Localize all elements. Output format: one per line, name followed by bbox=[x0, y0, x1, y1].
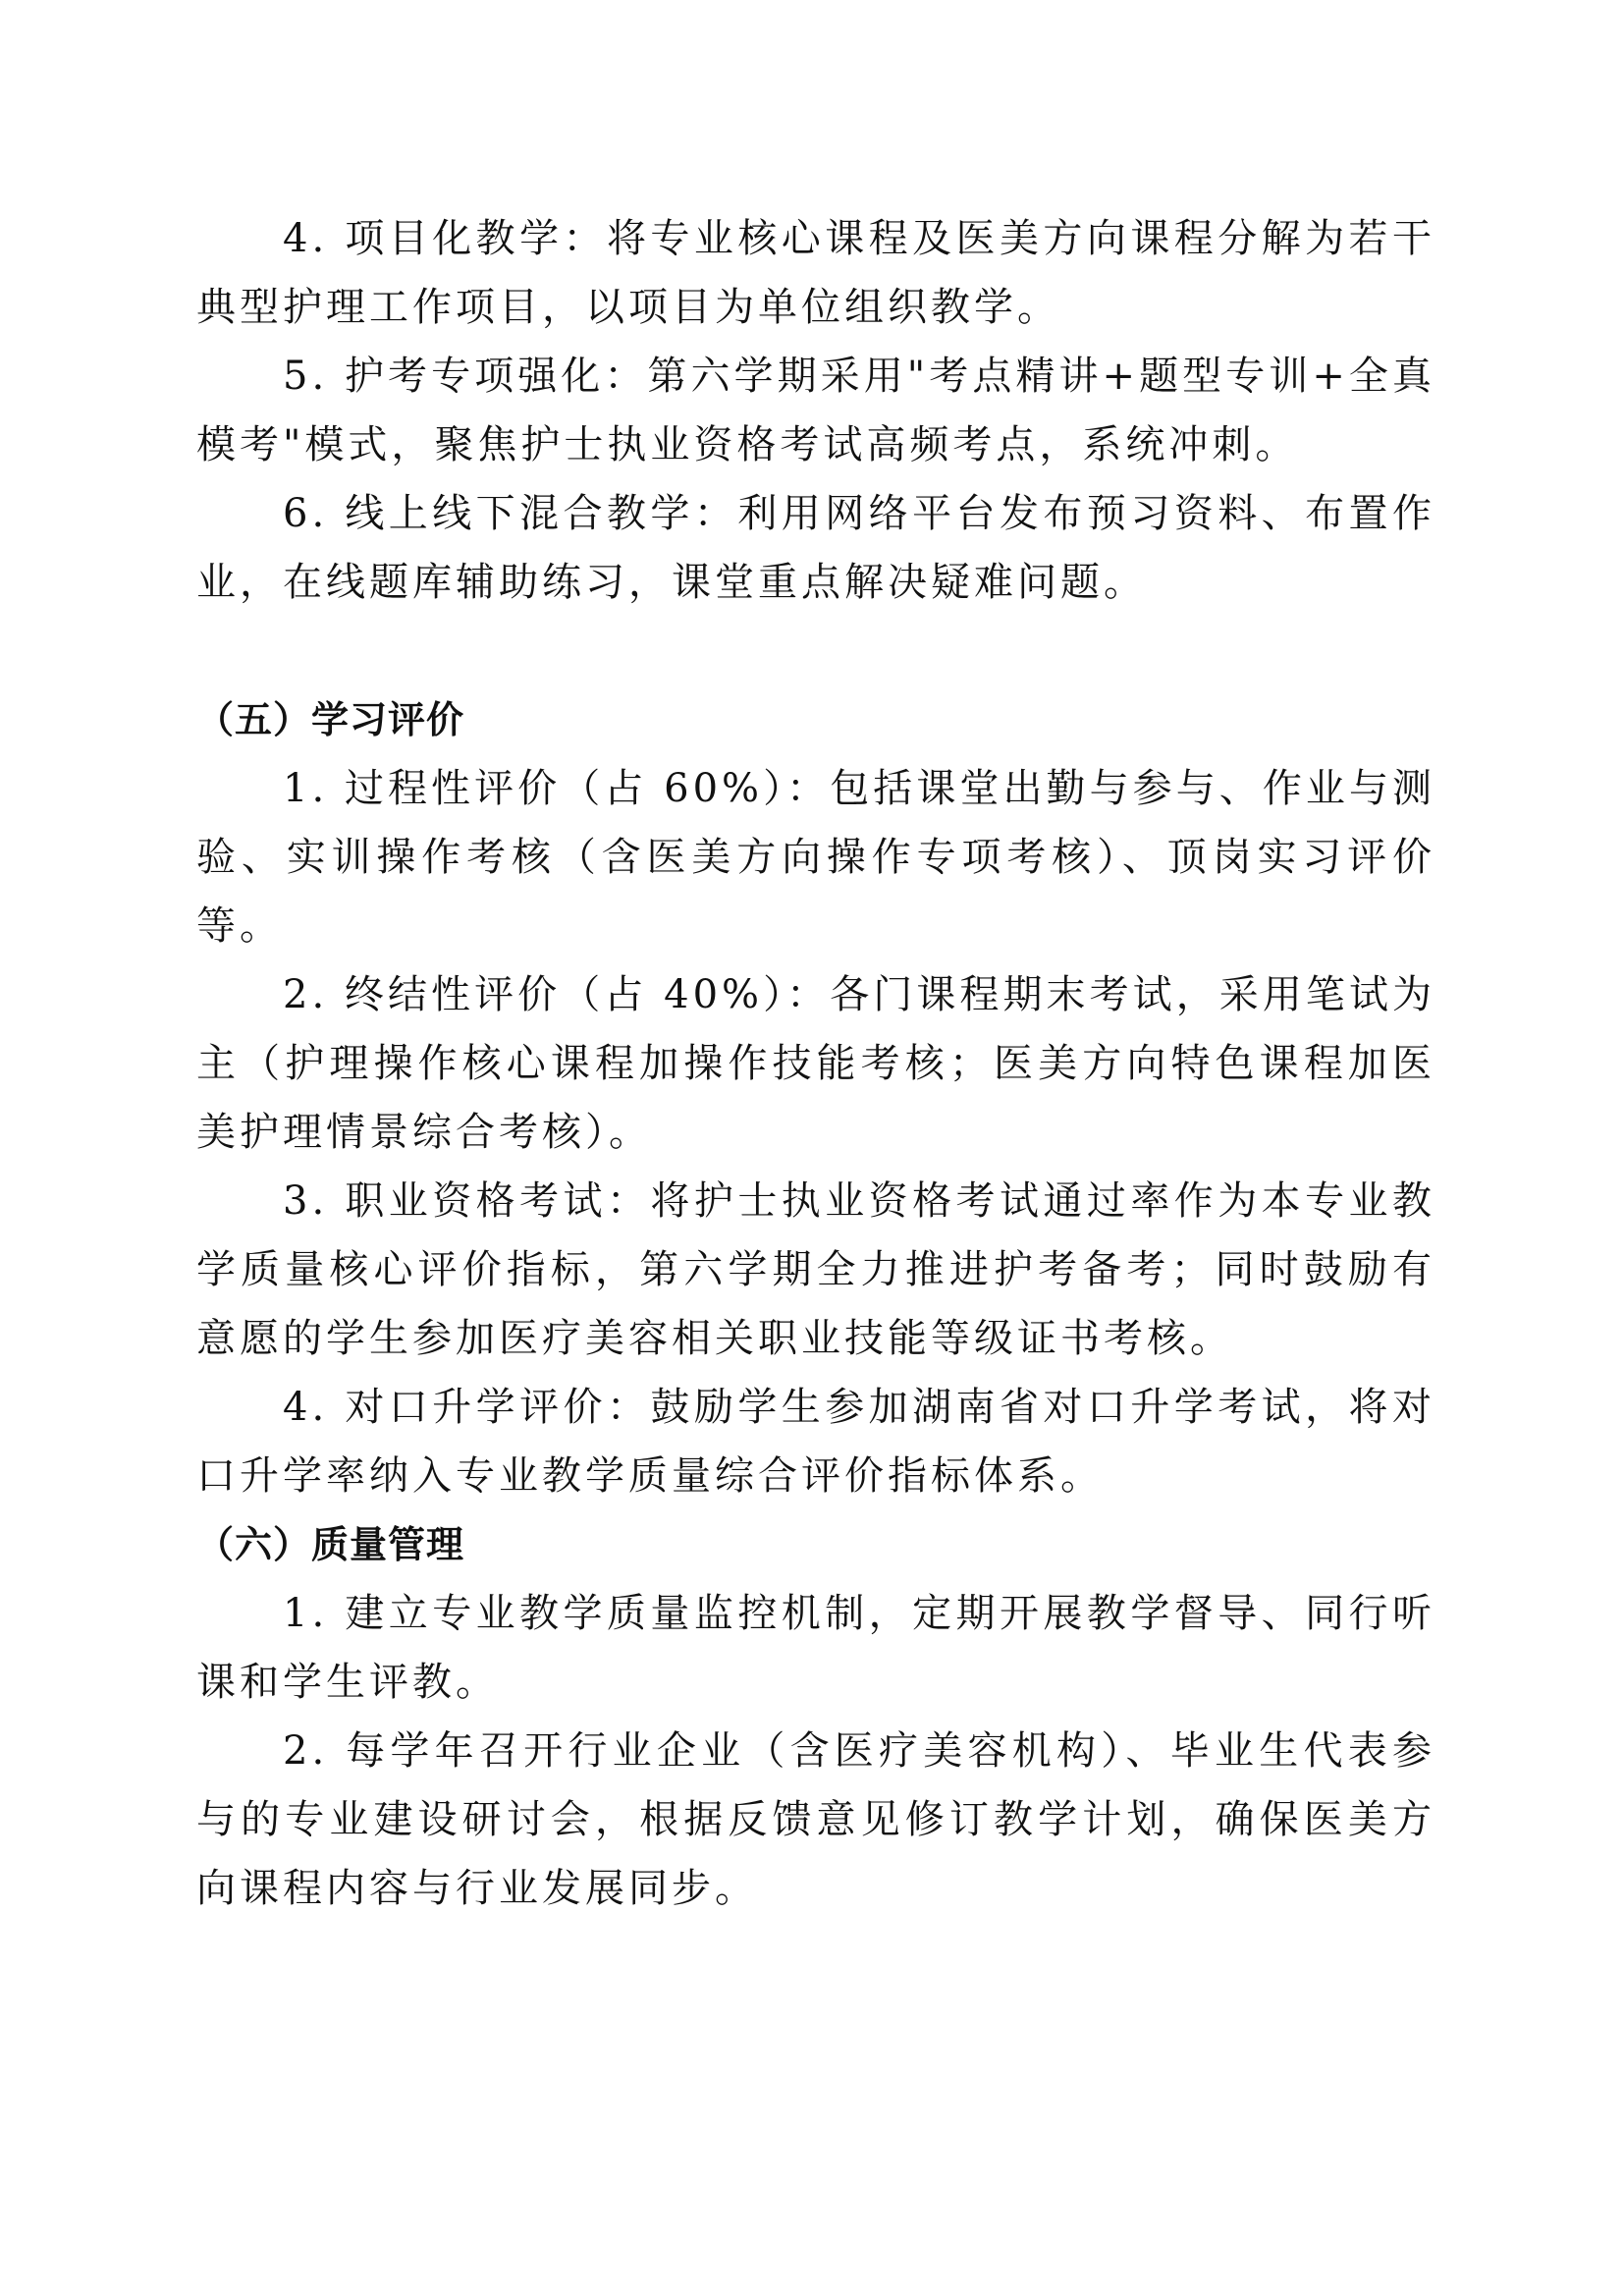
paragraph-evaluation-2: 2. 终结性评价（占 40%）：各门课程期末考试，采用笔试为主（护理操作核心课程加操作技能考核；医美方向特色课程加医美护理情景综合考核）。 bbox=[196, 972, 1435, 1155]
paragraph-evaluation-1: 1. 过程性评价（占 60%）：包括课堂出勤与参与、作业与测验、实训操作考核（含医美方向操作专项考核）、顶岗实习评价等。 bbox=[196, 766, 1435, 949]
paragraph-teaching-4: 4. 项目化教学：将专业核心课程及医美方向课程分解为若干典型护理工作项目，以项目为单位组织教学。 bbox=[196, 216, 1435, 330]
paragraph-evaluation-3: 3. 职业资格考试：将护士执业资格考试通过率作为本专业教学质量核心评价指标，第六学期全力推进护考备考；同时鼓励有意愿的学生参加医疗美容相关职业技能等级证书考核。 bbox=[196, 1178, 1435, 1361]
paragraph-quality-2: 2. 每学年召开行业企业（含医疗美容机构）、毕业生代表参与的专业建设研讨会，根据反馈意见修订教学计划，确保医美方向课程内容与行业发展同步。 bbox=[196, 1728, 1435, 1911]
section-spacer bbox=[196, 617, 1435, 685]
paragraph-quality-1: 1. 建立专业教学质量监控机制，定期开展教学督导、同行听课和学生评教。 bbox=[196, 1591, 1435, 1705]
section-heading-evaluation: （五）学习评价 bbox=[196, 698, 465, 741]
paragraph-evaluation-4: 4. 对口升学评价：鼓励学生参加湖南省对口升学考试，将对口升学率纳入专业教学质量综合评价指标体系。 bbox=[196, 1385, 1435, 1499]
document-body bbox=[196, 204, 1435, 1923]
paragraph-teaching-6: 6. 线上线下混合教学：利用网络平台发布预习资料、布置作业，在线题库辅助练习，课堂重点解决疑难问题。 bbox=[196, 491, 1435, 605]
section-heading-quality: （六）质量管理 bbox=[196, 1523, 465, 1566]
paragraph-teaching-5: 5. 护考专项强化：第六学期采用"考点精讲+题型专训+全真模考"模式，聚焦护士执业资格考试高频考点，系统冲刺。 bbox=[196, 354, 1435, 467]
